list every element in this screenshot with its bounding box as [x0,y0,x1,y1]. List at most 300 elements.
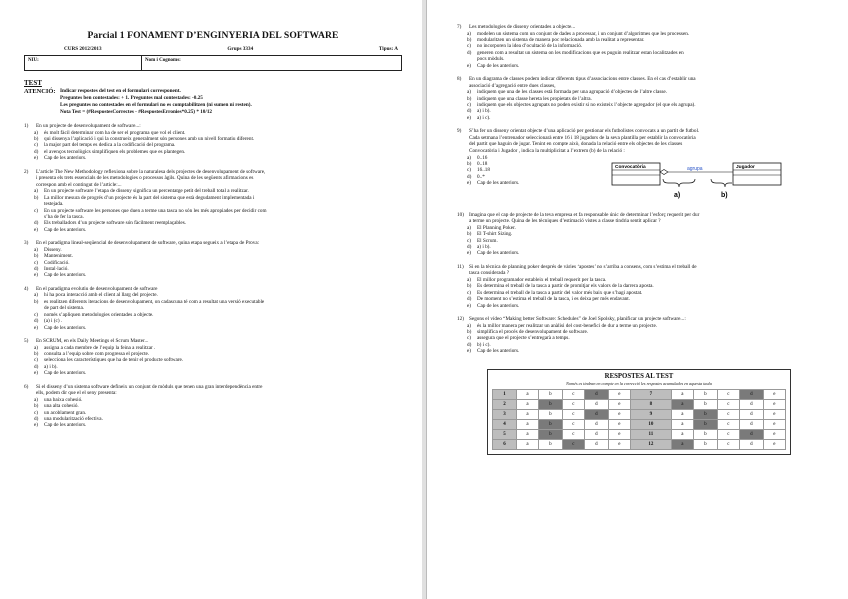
answer-cell-left-c[interactable]: c [562,429,584,439]
answer-cell-right-a[interactable]: a [671,409,693,419]
answer-question-number: 5 [493,429,517,439]
option-letter: b) [467,329,472,336]
answer-option[interactable] [457,303,818,309]
question-7 [457,24,818,69]
answers-row [493,439,786,449]
answer-cell-left-a[interactable]: a [516,439,538,449]
answer-cell-right-d[interactable]: d [739,389,763,399]
option-text: 0..18 [477,161,488,168]
option-letter: a) [467,277,472,284]
answers-row [493,399,786,409]
brace-a-icon [663,179,695,187]
option-text: Cap de les anteriors. [44,324,87,331]
question-stem-line [24,123,402,130]
option-text: a) i b). [44,363,58,370]
option-letter: a) [34,129,39,136]
option-text: assigna a cada membre de l’equip la feina a realitzar . [44,344,156,351]
question-stem-line [457,270,818,277]
question-number: 11) [457,263,464,270]
option-letter: b) [467,283,472,290]
question-stem-text: Si en la tècnica de planning poker després de vàries ‘apostes’ no s’arriba a consens, com s’estima el treball de [469,263,697,270]
answer-cell-right-d[interactable]: d [739,419,763,429]
option-letter: e) [467,250,472,257]
option-text: Cap de les anteriors. [44,370,87,377]
question-stem-line [24,286,402,293]
answer-cell-right-b[interactable]: b [693,399,717,409]
option-text: 0..16 [477,154,488,161]
question-number [457,135,469,142]
question-stem-line [457,212,818,219]
answer-cell-left-b[interactable]: b [538,429,562,439]
answer-cell-left-a[interactable]: a [516,409,538,419]
option-letter: c) [34,207,39,214]
answer-question-number: 8 [630,399,671,409]
answer-option[interactable] [457,63,818,69]
answer-cell-right-a[interactable]: a [671,429,693,439]
question-number [24,390,36,397]
option-letter: b) [34,194,39,201]
answers-box [487,369,791,455]
attention-line: Indicar respostes del test en el formulari corresponent. [60,88,181,94]
option-letter: d) [34,266,39,273]
question-stem-text: En el paradigma lineal-seqüencial de desenvolupament de software, quina etapa segueix a l’etapa de Prova: [36,240,260,247]
option-text: indiquem que una de les classes està formada per una agrupació d’objectes de l’altre classe. [477,89,667,96]
name-field[interactable]: Nom i Cognoms: [145,58,181,63]
answers-subtitle: Només es tindran en compte en la correcció les respostes acumulades en aquesta taula [566,380,712,386]
answer-cell-left-b[interactable]: b [538,419,562,429]
question-number [24,175,36,182]
answer-cell-right-c[interactable]: c [717,419,739,429]
option-text: consulta a l’equip sobre com progressa el projecte. [44,350,150,357]
answer-question-number: 11 [630,429,671,439]
answer-option[interactable] [24,325,402,331]
attention-line: Nota Test = (#RespostesCorrectes - #RespostesErronies*0.25) * 10/12 [60,109,213,115]
option-text: El Planning Poker. [477,224,516,231]
question-10 [457,212,818,257]
option-letter: c) [467,335,472,342]
test-heading: TEST [24,79,42,87]
answer-cell-right-e[interactable]: e [763,389,785,399]
association-name: agrupa [687,165,703,172]
question-2 [24,169,402,234]
answer-option[interactable] [24,422,402,428]
group-number: Grups 3334 [227,46,254,52]
answer-option[interactable] [24,370,402,376]
option-letter: c) [467,43,472,50]
answer-cell-right-c[interactable]: c [717,439,739,449]
question-number [457,218,469,225]
option-text: Cap de les anteriors. [44,155,87,162]
option-text: El millor programador estableix el treball requerit per la tasca. [477,277,607,284]
question-stem-line [24,240,402,247]
option-text: b) i c). [477,341,491,348]
option-text: Cap de les anteriors. [477,348,520,355]
option-text: Es determina el treball de la tasca a partir del valor més baix que s’hagi apostat. [477,289,643,296]
option-letter: d) [467,49,472,56]
answer-option[interactable] [24,272,402,278]
aggregation-diamond-icon [660,169,668,174]
question-options-with-figure [457,155,818,205]
question-stem-text: tasca considerada ? [469,270,510,277]
option-letter: b) [467,95,472,102]
option-letter: b) [34,350,39,357]
class-name-convocatoria: Convocatòria [615,164,647,170]
option-letter: c) [34,142,39,149]
answer-question-number: 4 [493,419,517,429]
question-options [457,155,519,187]
question-stem-text: En un projecte de desenvolupament de software...: [36,123,141,129]
question-stem-text: Cada setmana l’entrenador seleccionarà entre 16 i 18 jugadors de la seva plantilla per establir la convocatòria [469,134,696,141]
option-letter: a) [467,154,472,161]
answer-option[interactable] [457,348,818,354]
option-text: Cap de les anteriors. [477,250,520,257]
answer-cell-left-e[interactable]: e [608,399,630,409]
answer-cell-right-e[interactable]: e [763,399,785,409]
option-text: generen com a resultat un sistema on les modificacions que es puguin realitzar estan localitzades en [477,49,684,56]
answer-cell-right-c[interactable]: c [717,429,739,439]
answer-option[interactable] [24,155,402,161]
attention-lines [60,88,252,116]
question-stem-text: ells, podem dir que el el seny presenta: [36,390,117,397]
question-stem-text: En un diagrama de classes podem indicar diferents tipus d’associacions entre classes. En el cas d’establir una [469,76,696,83]
question-stem-line [457,218,818,225]
option-text: 16..18 [477,167,490,174]
answer-cell-right-b[interactable]: b [693,429,717,439]
option-letter: a) [467,30,472,37]
option-letter: e) [467,302,472,309]
answer-question-number: 1 [493,389,517,399]
answer-cell-left-c[interactable]: c [562,399,584,409]
question-number: 3) [24,240,29,247]
question-stem-line [457,264,818,271]
option-letter: d) [34,220,39,227]
answer-cell-right-b[interactable]: b [693,389,717,399]
answer-cell-left-e[interactable]: e [608,429,630,439]
question-stem-text: associació d’agregació entre dues classes, [469,82,556,89]
option-text: de part del sistema. [44,305,85,312]
answer-cell-left-d[interactable]: d [584,429,608,439]
answer-question-number: 3 [493,409,517,419]
answer-cell-right-c[interactable]: c [717,409,739,419]
option-text: Els treballadors d’un projecte software són fàcilment reemplaçables. [44,220,187,227]
answer-question-number: 12 [630,439,671,449]
answer-cell-right-d[interactable]: d [739,409,763,419]
option-text: De moment no s’estima el treball de la tasca, i es deixa per més endavant. [477,296,630,303]
option-text: En un projecte software l’etapa de disseny significa un percentatge petit del treball total a realitzar. [44,188,249,195]
option-text: (a) i (c) . [44,318,63,325]
option-letter: d) [467,296,472,303]
option-letter: d) [34,318,39,325]
answer-cell-right-a[interactable]: a [671,439,693,449]
question-stem-text: Imagina que el cap de projecte de la teva empresa et fa responsable únic de determinar l’esforç requerit per dur [469,211,700,218]
multiplicity-label-a: a) [674,191,681,199]
option-letter: d) [34,148,39,155]
question-5 [24,338,402,377]
multiplicity-label-b: b) [721,191,728,199]
option-letter: b) [34,253,39,260]
question-number: 4) [24,285,29,292]
option-text: El Scrum. [477,237,498,244]
answer-cell-right-e[interactable]: e [763,419,785,429]
answer-cell-right-b[interactable]: b [693,439,717,449]
option-letter: a) [34,188,39,195]
answer-cell-left-b[interactable]: b [538,399,562,409]
option-letter: e) [467,62,472,69]
option-text: 0..* [477,173,485,180]
question-stem-line [24,390,402,397]
option-letter: c) [467,237,472,244]
exam-title: Parcial 1 FONAMENT D’ENGINYERIA DEL SOFTWARE [87,30,339,41]
option-letter: c) [34,409,39,416]
option-letter: e) [467,348,472,355]
class-name-jugador: Jugador [736,164,756,170]
answer-cell-left-b[interactable]: b [538,439,562,449]
answer-question-number: 9 [630,409,671,419]
option-text: s’ha de fer la tasca. [44,214,84,221]
option-letter: e) [467,180,472,187]
question-number: 9) [457,128,462,135]
option-text: Instal·lació. [44,266,69,273]
option-letter: b) [467,231,472,238]
answer-cell-right-d[interactable]: d [739,399,763,409]
question-1 [24,123,402,162]
question-stem-text: En el paradigma evolutiu de desenvolupament de software [36,285,158,292]
answer-question-number: 7 [630,389,671,399]
option-text: només s’apliquen metodologies orientades a objecte. [44,311,154,318]
option-text: és la millor manera per realitzar un anàlisi del cost-benefici de dur a terme un projecte. [477,322,658,329]
answer-question-number: 6 [493,439,517,449]
niu-field[interactable]: NIU: [25,56,142,70]
option-letter: d) [467,244,472,251]
answer-cell-left-d[interactable]: d [584,439,608,449]
exam-type: Tipus: A [378,46,398,52]
question-stem-text: del partit que haguin de jugar. Tenint en compte això, donada la relació entre els objectes de les classes [469,141,683,148]
answer-cell-right-c[interactable]: c [717,389,739,399]
question-number: 5) [24,337,29,344]
answer-cell-right-a[interactable]: a [671,419,693,429]
option-text: a) i c). [477,114,491,121]
option-text: Disseny. [44,246,62,253]
option-text: La millor mesura de progrés d’un projecte és la part del sistema que està degudament implementada i [44,194,255,201]
option-letter: e) [467,114,472,121]
option-letter: a) [467,224,472,231]
question-number [457,141,469,148]
question-4 [24,286,402,331]
question-number: 1) [24,123,29,129]
option-letter: e) [34,422,39,429]
answer-cell-right-a[interactable]: a [671,389,693,399]
answer-cell-left-c[interactable]: c [562,419,584,429]
student-id-box [24,55,402,71]
answer-cell-right-b[interactable]: b [693,419,717,429]
question-number [457,148,469,155]
option-text: indiquem que els objectes agrupats no poden existir si no existeix l’objecte agregador (el que els agrupa). [477,102,696,109]
option-letter: d) [467,108,472,115]
option-letter: e) [34,155,39,162]
option-text: una alta cohesió. [44,403,79,410]
answer-cell-left-d[interactable]: d [584,409,608,419]
question-stem-line [457,316,818,323]
answer-cell-left-c[interactable]: c [562,439,584,449]
option-letter: a) [34,396,39,403]
answer-cell-left-b[interactable]: b [538,389,562,399]
option-letter: b) [467,37,472,43]
option-text: indiquem que una classe hereta les propietats de l’altra. [477,95,592,102]
option-letter: c) [34,357,39,364]
answer-cell-left-e[interactable]: e [608,409,630,419]
answer-cell-right-d[interactable]: d [739,429,763,439]
answer-cell-left-a[interactable]: a [516,399,538,409]
option-text: Cap de les anteriors. [477,180,520,187]
option-text: es realitzen diferents iteracions de desenvolupament, on cadascuna té com a resultat una versió executable [44,298,265,305]
question-number: 8) [457,76,462,83]
option-text: selecciona les característiques que ha de tenir el producte software. [44,357,184,364]
question-stem-line [457,148,818,155]
option-letter: d) [34,363,39,370]
option-letter: e) [34,272,39,279]
answer-cell-left-a[interactable]: a [516,389,538,399]
question-stem-text: Convocatòria i Jugador , indica la multiplicitat a l’extrem (b) de la relació : [469,148,625,155]
attention-label: ATENCIÓ: [24,88,56,95]
answer-option[interactable] [457,115,818,121]
attention-block [24,88,402,116]
answer-cell-left-c[interactable]: c [562,389,584,399]
option-text: testejada. [44,201,64,208]
question-6 [24,384,402,429]
answer-cell-right-a[interactable]: a [671,399,693,409]
answer-cell-right-c[interactable]: c [717,399,739,409]
option-letter: c) [467,289,472,296]
answer-option[interactable] [457,180,519,186]
option-letter: b) [34,136,39,142]
option-text: pocs mòduls. [477,56,505,63]
question-stem-text: correspon amb el contingut de l’article:... [36,181,122,188]
option-letter: d) [467,341,472,348]
question-11 [457,264,818,309]
option-text: a) i b). [477,108,491,115]
question-stem-line [457,135,818,142]
option-letter: c) [34,259,39,266]
question-stem-line [24,175,402,182]
question-stem-text: a terme un projecte. Quina de les tècniques d’estimació vistes a classe tindria sentit aplicar ? [469,218,661,225]
question-number: 6) [24,383,29,390]
option-text: modelen un sistema com un conjunt de dades a processar, i un conjunt d’algoritmes que les processen. [477,30,690,37]
question-stem-line [457,24,818,31]
option-text: simplifica el procés de desenvolupament de software. [477,329,589,336]
question-stem-text: Les metodologies de disseny orientades a objecte... [469,24,576,30]
option-text: el avenços tecnològics simplifiquen els problemes que es plantegen. [44,148,186,155]
question-number: 12) [457,316,464,323]
question-stem-text: i presenta els trets essencials de les metodologies o processos àgils. Quina de les següents afirmacions es [36,175,254,182]
option-text: Cap de les anteriors. [477,62,520,69]
question-9 [457,128,818,204]
answer-cell-left-b[interactable]: b [538,409,562,419]
answers-row [493,419,786,429]
option-letter: d) [467,173,472,180]
attention-line: Les preguntes no contestades en el formulari no es comptabilitzen (ni sumen ni resten). [60,102,252,108]
question-12 [457,316,818,355]
attention-line: Preguntes ben contestades: + 1. Preguntes mal contestades: -0.25 [60,95,203,101]
option-text: Codificació. [44,259,70,266]
class-diagram [611,157,783,205]
option-text: assegura que el projecte s’entregarà a temps. [477,335,570,342]
answer-question-number: 10 [630,419,671,429]
option-text: no incorporen la idea d’ocultació de la informació. [477,43,583,50]
answer-question-number: 2 [493,399,517,409]
option-letter: d) [34,415,39,422]
answers-row [493,409,786,419]
option-letter: b) [34,403,39,410]
option-text: la major part del temps es dedica a la codificació del programa. [44,142,176,149]
option-letter: a) [467,89,472,96]
option-letter: c) [467,102,472,109]
option-text: un acoblament gran. [44,409,87,416]
answer-cell-left-a[interactable]: a [516,419,538,429]
question-stem-text: L’article The New Methodology reflexiona sobre la naturalesa dels projectes de desenvolupament de software, [36,168,266,175]
option-text: Es determina el treball de la tasca a partir de promitjar els valors de la darrera aposta. [477,283,654,290]
option-letter: a) [34,246,39,253]
option-text: Cap de les anteriors. [44,272,87,279]
option-letter: a) [467,322,472,329]
answer-option[interactable] [24,227,402,233]
answer-cell-right-b[interactable]: b [693,409,717,419]
question-stem-text: S’ha fer un disseny orientat objecte d’una aplicació per gestionar els futbolistes convocats a un partit de futbol. [469,128,700,135]
answers-row [493,429,786,439]
option-text: una modularització efectiva. [44,415,103,422]
option-letter: b) [34,298,39,305]
option-text: El T-shirt Sizing. [477,231,513,238]
option-text: modularitzen un sistema de manera poc relacionada amb la realitat a representar. [477,37,645,43]
answer-cell-left-e[interactable]: e [608,419,630,429]
exam-meta [64,46,398,52]
option-letter: a) [34,292,39,299]
questions-right [457,24,818,355]
option-text: qui dissenya l’aplicació i qui la construeix generalment són persones amb un nivell formatiu diferent. [44,136,255,142]
answers-row [493,389,786,399]
option-letter: c) [34,311,39,318]
answer-cell-left-e[interactable]: e [608,389,630,399]
questions-left [24,123,402,429]
option-text: Cap de les anteriors. [477,302,520,309]
option-text: Cap de les anteriors. [44,226,87,233]
answer-option[interactable] [457,250,818,256]
answer-cell-left-d[interactable]: d [584,399,608,409]
answer-cell-left-e[interactable]: e [608,439,630,449]
answer-cell-left-d[interactable]: d [584,419,608,429]
answer-cell-right-d[interactable]: d [739,439,763,449]
question-number: 7) [457,24,462,30]
question-stem-text: En SCRUM, en els Daily Meetings el Scrum Master... [36,337,149,344]
question-stem-line [457,76,818,83]
option-letter: a) [34,344,39,351]
answer-cell-right-e[interactable]: e [763,429,785,439]
option-letter: e) [34,370,39,377]
option-text: En un projecte software les persones que duen a terme una tasca no són les més apropiades per decidir com [44,207,267,214]
answer-cell-right-e[interactable]: e [763,409,785,419]
question-stem-line [24,384,402,391]
answer-cell-left-c[interactable]: c [562,409,584,419]
option-text: Cap de les anteriors. [44,422,87,429]
answer-cell-left-d[interactable]: d [584,389,608,399]
answer-cell-right-e[interactable]: e [763,439,785,449]
question-number: 10) [457,211,464,218]
option-letter: b) [467,161,472,168]
question-3 [24,240,402,279]
answer-cell-left-a[interactable]: a [516,429,538,439]
question-8 [457,76,818,121]
exam-page-left [0,0,422,599]
option-text: és molt fàcil determinar com ha de ser el programa que vol el client. [44,129,186,136]
